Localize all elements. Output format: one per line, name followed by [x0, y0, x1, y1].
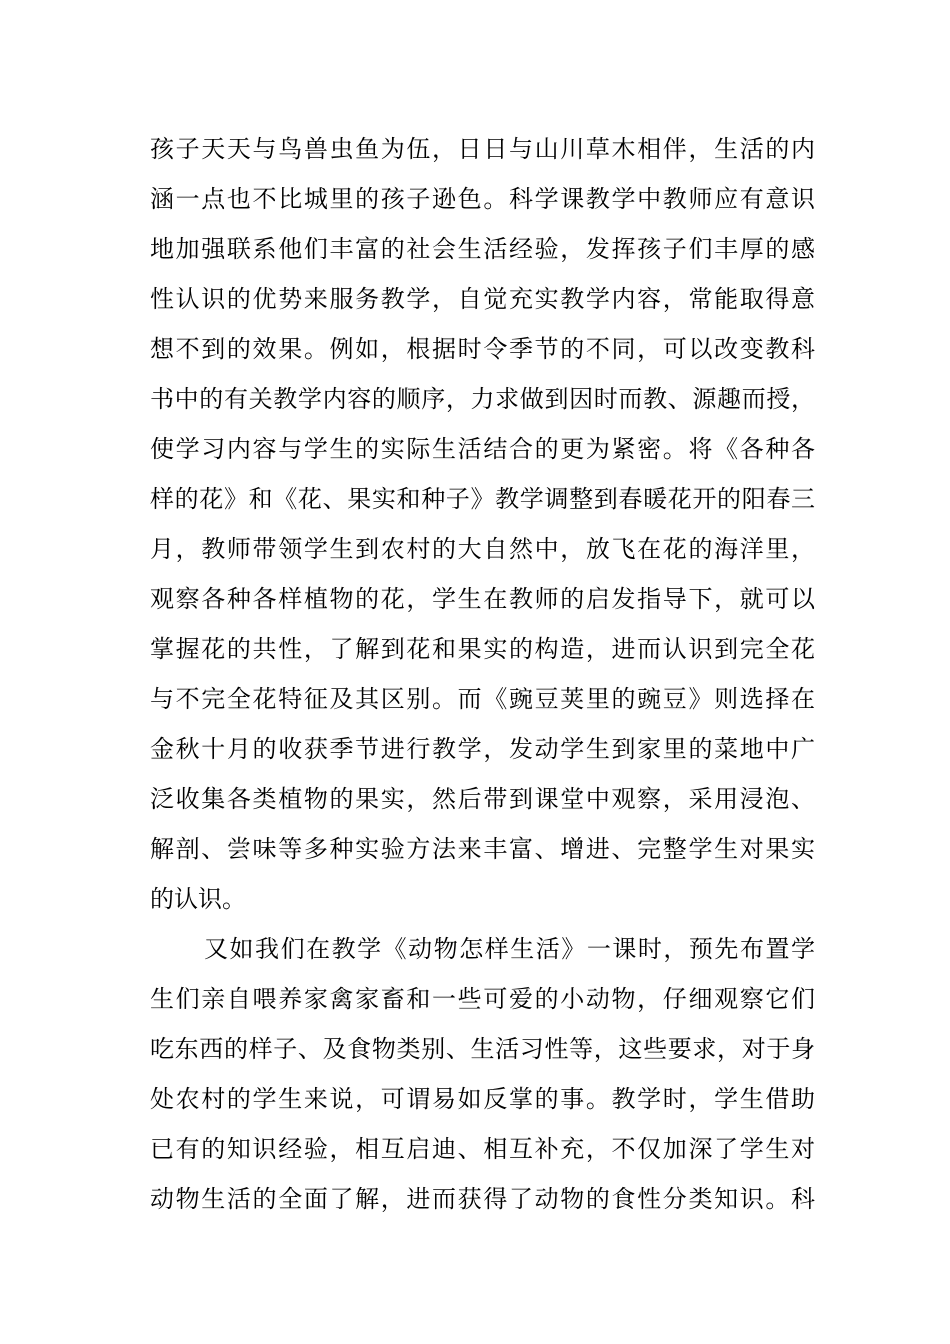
text-line: 生们亲自喂养家禽家畜和一些可爱的小动物，仔细观察它们	[150, 985, 815, 1013]
text-line: 想不到的效果。例如，根据时令季节的不同，可以改变教科	[150, 335, 815, 363]
text-line: 使学习内容与学生的实际生活结合的更为紧密。将《各种各	[150, 435, 815, 463]
text-line: 的认识。	[150, 885, 246, 913]
body-text	[150, 124, 815, 1224]
text-line: 地加强联系他们丰富的社会生活经验，发挥孩子们丰厚的感	[150, 235, 815, 263]
text-line: 书中的有关教学内容的顺序，力求做到因时而教、源趣而授，	[150, 385, 815, 413]
text-line: 解剖、尝味等多种实验方法来丰富、增进、完整学生对果实	[150, 835, 815, 863]
text-line: 与不完全花特征及其区别。而《豌豆荚里的豌豆》则选择在	[150, 685, 815, 713]
paragraph-first-line: 又如我们在教学《动物怎样生活》一课时，预先布置学	[204, 935, 815, 963]
text-line: 涵一点也不比城里的孩子逊色。科学课教学中教师应有意识	[150, 185, 815, 213]
text-line: 月，教师带领学生到农村的大自然中，放飞在花的海洋里，	[150, 535, 815, 563]
text-line: 泛收集各类植物的果实，然后带到课堂中观察，采用浸泡、	[150, 785, 815, 813]
text-line: 掌握花的共性，了解到花和果实的构造，进而认识到完全花	[150, 635, 815, 663]
text-line: 孩子天天与鸟兽虫鱼为伍，日日与山川草木相伴，生活的内	[150, 135, 815, 163]
text-line: 样的花》和《花、果实和种子》教学调整到春暖花开的阳春三	[150, 485, 815, 513]
text-line: 观察各种各样植物的花，学生在教师的启发指导下，就可以	[150, 585, 815, 613]
text-line: 金秋十月的收获季节进行教学，发动学生到家里的菜地中广	[150, 735, 815, 763]
text-line: 处农村的学生来说，可谓易如反掌的事。教学时，学生借助	[150, 1085, 815, 1113]
text-line: 性认识的优势来服务教学，自觉充实教学内容，常能取得意	[150, 285, 815, 313]
text-line: 已有的知识经验，相互启迪、相互补充，不仅加深了学生对	[150, 1135, 815, 1163]
text-line: 吃东西的样子、及食物类别、生活习性等，这些要求，对于身	[150, 1035, 815, 1063]
text-line: 动物生活的全面了解，进而获得了动物的食性分类知识。科	[150, 1185, 815, 1213]
